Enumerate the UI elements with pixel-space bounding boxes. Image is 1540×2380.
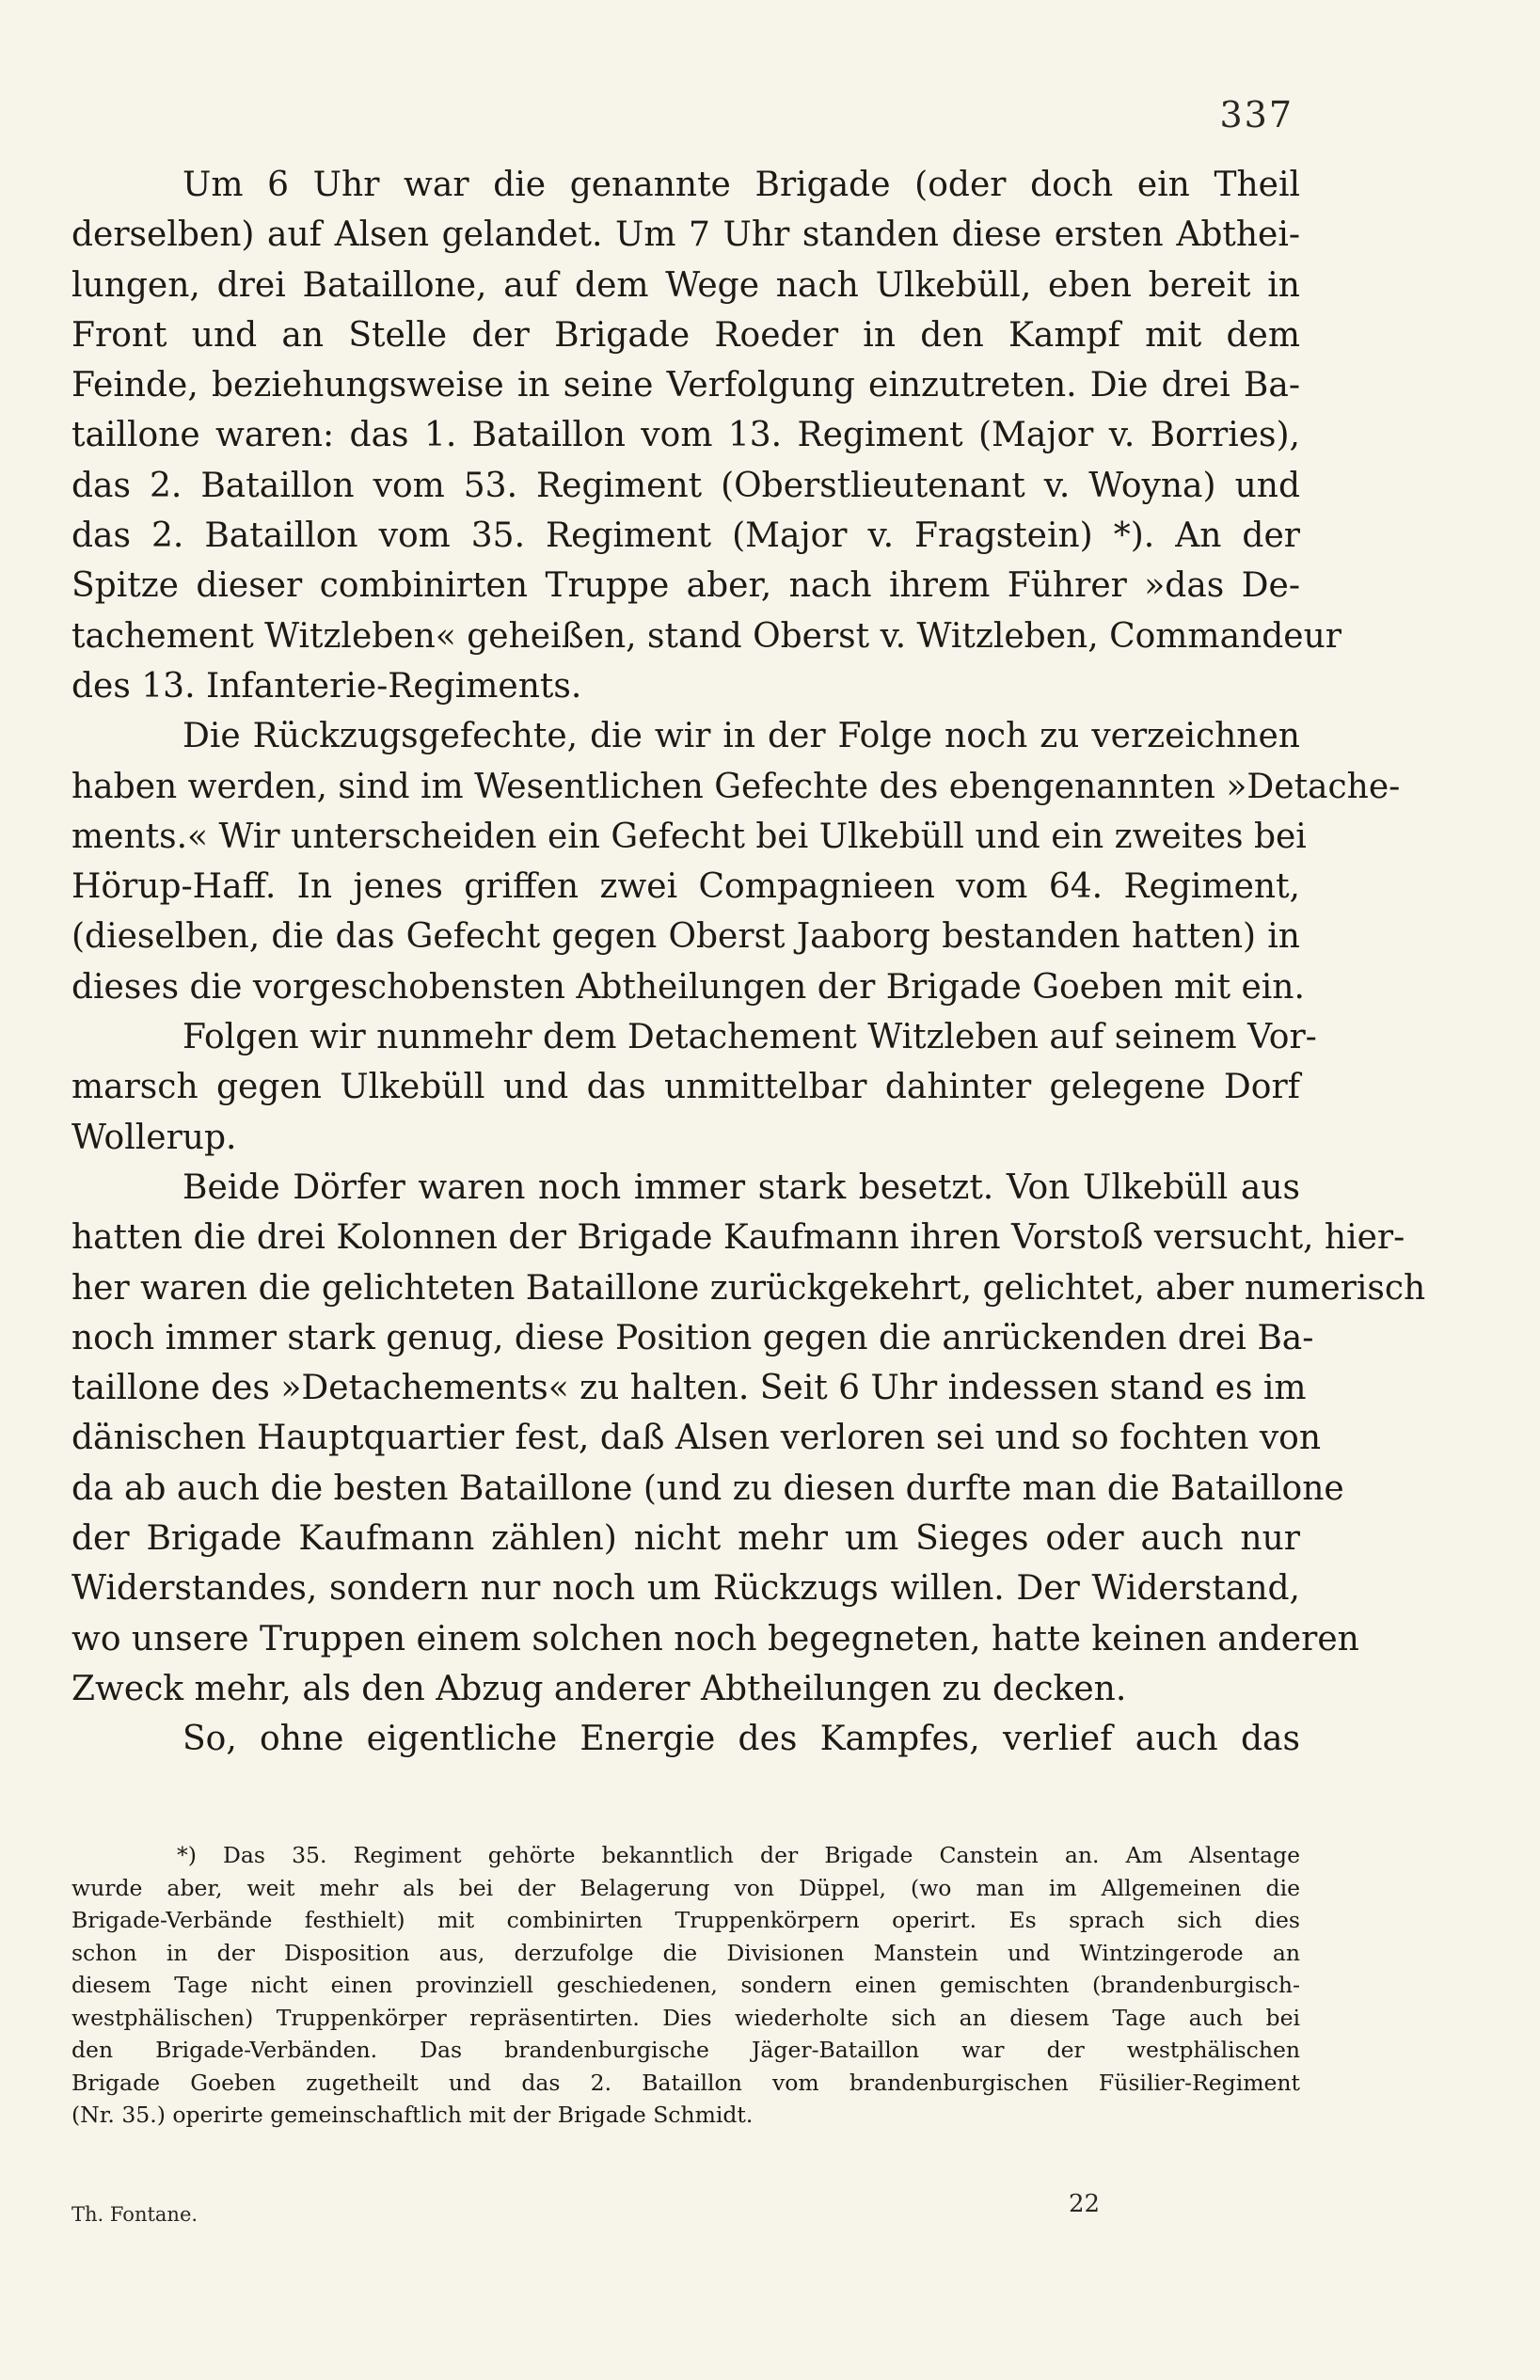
footnote-line: Brigade Goeben zugetheilt und das 2. Bataillon vom brandenburgischen Füsilier-Regiment [71, 2069, 1300, 2096]
footnote-line: (Nr. 35.) operirte gemeinschaftlich mit der Brigade Schmidt. [71, 2102, 754, 2128]
text-line: der Brigade Kaufmann zählen) nicht mehr um Sieges oder auch nur [71, 1519, 1300, 1559]
text-line: Zweck mehr, als den Abzug anderer Abtheilungen zu decken. [71, 1669, 1127, 1708]
text-line: Front und an Stelle der Brigade Roeder in den Kampf mit dem [71, 315, 1300, 355]
text-line: taillone waren: das 1. Bataillon vom 13. Regiment (Major v. Borries), [71, 416, 1300, 455]
footnote-line: wurde aber, weit mehr als bei der Belagerung von Düppel, (wo man im Allgemeinen die [71, 1874, 1300, 1901]
text-line: lungen, drei Bataillone, auf dem Wege nach Ulkebüll, eben bereit in [71, 265, 1300, 305]
main-text [71, 160, 1426, 1765]
text-line: ments.« Wir unterscheiden ein Gefecht bei Ulkebüll und ein zweites bei [71, 817, 1307, 856]
page-number: 337 [1219, 94, 1294, 135]
text-line: her waren die gelichteten Bataillone zurückgekehrt, gelichtet, aber numerisch [71, 1268, 1426, 1308]
footnote [71, 1839, 1300, 2132]
text-line: marsch gegen Ulkebüll und das unmittelbar dahinter gelegene Dorf [71, 1068, 1300, 1107]
footnote-line: Brigade-Verbände festhielt) mit combinirten Truppenkörpern operirt. Es sprach sich dies [71, 1907, 1300, 1933]
text-line: taillone des »Detachements« zu halten. Seit 6 Uhr indessen stand es im [71, 1369, 1307, 1408]
text-line: des 13. Infanterie-Regiments. [71, 666, 582, 706]
text-line: Folgen wir nunmehr dem Detachement Witzleben auf seinem Vor- [183, 1018, 1317, 1057]
text-line: Spitze dieser combinirten Truppe aber, nach ihrem Führer »das De- [71, 566, 1300, 606]
text-line: haben werden, sind im Wesentlichen Gefechte des ebengenannten »Detache- [71, 767, 1401, 806]
text-line: wo unsere Truppen einem solchen noch begegneten, hatte keinen anderen [71, 1619, 1359, 1658]
text-line: Wollerup. [71, 1118, 237, 1157]
text-line: dieses die vorgeschobensten Abtheilungen der Brigade Goeben mit ein. [71, 967, 1305, 1007]
text-line: Um 6 Uhr war die genannte Brigade (oder doch ein Theil [183, 166, 1300, 204]
author-mark: Th. Fontane. [71, 2203, 198, 2226]
footnote-line: den Brigade-Verbänden. Das brandenburgische Jäger-Bataillon war der westphälischen [71, 2037, 1300, 2063]
text-line: Die Rückzugsgefechte, die wir in der Folge noch zu verzeichnen [183, 717, 1300, 756]
text-line: Widerstandes, sondern nur noch um Rückzugs willen. Der Widerstand, [71, 1569, 1300, 1609]
text-line: Feinde, beziehungsweise in seine Verfolgung einzutreten. Die drei Ba- [71, 366, 1300, 405]
footnote-line: diesem Tage nicht einen provinziell geschiedenen, sondern einen gemischten (brandenburgisch- [71, 1972, 1300, 1998]
footnote-line: *) Das 35. Regiment gehörte bekanntlich der Brigade Canstein an. Am Alsentage [177, 1842, 1300, 1868]
text-line: Hörup-Haff. In jenes griffen zwei Compagnieen vom 64. Regiment, [71, 867, 1300, 907]
signature-mark: 22 [1069, 2190, 1101, 2218]
text-line: tachement Witzleben« geheißen, stand Oberst v. Witzleben, Commandeur [71, 616, 1342, 656]
text-line: (dieselben, die das Gefecht gegen Oberst Jaaborg bestanden hatten) in [71, 917, 1300, 957]
text-line: noch immer stark genug, diese Position gegen die anrückenden drei Ba- [71, 1318, 1314, 1357]
footnote-line: schon in der Disposition aus, derzufolge die Divisionen Manstein und Wintzingerode an [71, 1939, 1300, 1966]
text-line: das 2. Bataillon vom 53. Regiment (Oberstlieutenant v. Woyna) und [71, 466, 1300, 505]
footnote-line: westphälischen) Truppenkörper repräsentirten. Dies wiederholte sich an diesem Tage auch bei [71, 2004, 1300, 2031]
text-line: So, ohne eigentliche Energie des Kampfes, verlief auch das [183, 1720, 1300, 1759]
text-line: das 2. Bataillon vom 35. Regiment (Major v. Fragstein) *). An der [71, 516, 1300, 556]
text-line: Beide Dörfer waren noch immer stark besetzt. Von Ulkebüll aus [183, 1167, 1300, 1207]
text-line: derselben) auf Alsen gelandet. Um 7 Uhr standen diese ersten Abthei- [71, 215, 1300, 255]
text-line: dänischen Hauptquartier fest, daß Alsen verloren sei und so fochten von [71, 1419, 1322, 1458]
text-line: hatten die drei Kolonnen der Brigade Kaufmann ihren Vorstoß versucht, hier- [71, 1218, 1405, 1258]
text-line: da ab auch die besten Bataillone (und zu diesen durfte man die Bataillone [71, 1468, 1344, 1508]
